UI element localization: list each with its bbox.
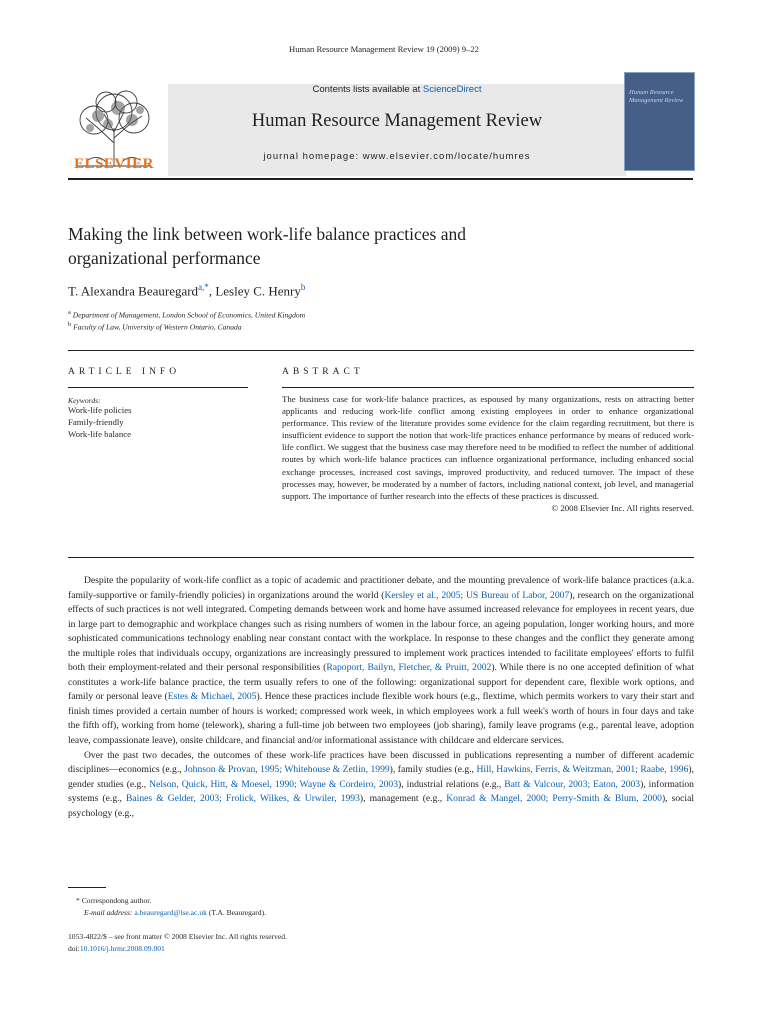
keyword: Work-life balance [68, 429, 132, 439]
cover-title: Human Resource Management Review [629, 89, 684, 104]
contents-prefix: Contents lists available at [312, 84, 423, 95]
body-text: ), information systems (e.g., [68, 778, 694, 805]
citation-link[interactable]: Johnson & Provan, 1995; Whitehouse & Zetlin, 1999 [184, 764, 390, 776]
keyword: Work-life policies [68, 405, 132, 415]
keywords-label: Keywords: [68, 396, 101, 405]
email-label: E-mail address: [84, 908, 133, 917]
affiliation-mark: b [68, 321, 72, 328]
body-text: ), research on the organizational effects of such practices is not well integrated. Competing demands between work and home have assumed increased relevance for employees in recent years, due in large part to demographic and workplace changes such as rising numbers of women in the labour force, an ageing population, longer working hours, and more sophisticated communications technology enabling near constant contact with the workplace. In response to these changes and the conflict they generate among the multiple roles that individuals occupy, organizations are increasingly pressured to implement work practices intended to facilitate employees' efforts to fulfil both their employment-related and their personal responsibilities ( [68, 589, 694, 674]
title-line-1: Making the link between work-life balance practices and [68, 224, 466, 244]
journal-title: Human Resource Management Review [251, 111, 543, 131]
front-matter: 1053-4822/$ – see front matter © 2008 Elsevier Inc. All rights reserved. [68, 932, 287, 941]
body-text: ). Hence these practices include flexible work hours (e.g., flextime, which permits workers to vary their start and finish times provided a certain number of hours is worked; compressed work week, in which employees work a full week's worth of hours in four days and take the fifth off), working from home (telework), sharing a full-time job between two employees (job sharing), family leave programs (e.g., parental leave, adoption leave, compassionate leave), onsite childcare, and financial and/or informational assistance with childcare and eldercare services. [68, 691, 695, 747]
doi-label: doi: [68, 944, 80, 953]
body-paragraph [68, 574, 694, 749]
affiliation [68, 321, 242, 332]
affiliation [68, 309, 305, 320]
author-name: Lesley C. Henry [215, 283, 301, 299]
section-divider [68, 350, 694, 351]
affiliation-text: Faculty of Law, University of Western Ontario, Canada [73, 322, 242, 332]
footnote-mark: * [76, 896, 80, 905]
journal-masthead [68, 70, 693, 180]
citation-link[interactable]: Baines & Gelder, 2003; Frolick, Wilkes, & Urwiler, 1993 [126, 793, 360, 805]
body-text: ), family studies (e.g., [389, 764, 477, 776]
body-text: Over the past two decades, the outcomes of these work-life practices have been discussed in publications representing a number of different academic disciplines—economics (e.g., [68, 749, 694, 776]
article-title [68, 222, 668, 270]
citation-link[interactable]: Rapoport, Bailyn, Fletcher, & Pruitt, 2002 [326, 662, 492, 674]
sciencedirect-link[interactable]: ScienceDirect [422, 84, 482, 95]
doi-line [68, 944, 165, 953]
email-link[interactable]: a.beauregard@lse.ac.uk [134, 908, 207, 917]
citation-link[interactable]: Kersley et al., 2005; US Bureau of Labor, 2007 [384, 589, 570, 601]
body-text: ), social psychology (e.g., [68, 793, 694, 819]
contents-line [168, 84, 626, 95]
author-affiliation-mark[interactable]: a,* [198, 282, 209, 292]
abstract-rule [282, 387, 694, 388]
body-text: ), gender studies (e.g., [68, 764, 694, 790]
author-affiliation-mark[interactable]: b [300, 282, 306, 292]
citation-link[interactable]: Konrad & Mangel, 2000; Perry-Smith & Blum, 2000 [446, 793, 662, 805]
title-line-2: organizational performance [68, 248, 261, 268]
body-text: ). While there is no one accepted definition of what constitutes a work-life balance practice, the term usually refers to one of the following: organizational support for dependent care, flexible work options, and family or personal leave ( [68, 662, 694, 703]
article-info-rule [68, 387, 248, 388]
correspondence-footnote [76, 896, 151, 905]
journal-citation: Human Resource Management Review 19 (2009) 9–22 [289, 44, 479, 54]
abstract-text [282, 393, 694, 514]
email-footnote [84, 908, 266, 917]
body-text: ), management (e.g., [359, 793, 447, 805]
author-name: T. Alexandra Beauregard [68, 283, 199, 299]
body-text: Despite the popularity of work-life conflict as a topic of academic and practitioner debate, and the mounting prevalence of work-life balance practices (a.k.a. family-supportive or family-friendly policies) in organizations around the world ( [68, 575, 694, 601]
article-info-heading: ARTICLE INFO [68, 367, 181, 377]
journal-cover-thumbnail [624, 72, 695, 171]
citation-link[interactable]: Nelson, Quick, Hitt, & Moesel, 1990; Wayne & Cordeiro, 2003 [149, 778, 399, 790]
keyword: Family-friendly [68, 417, 124, 427]
article-body [68, 574, 694, 821]
footnote-rule [68, 887, 106, 888]
author-list [68, 282, 305, 299]
citation-link[interactable]: Estes & Michael, 2005 [167, 691, 257, 703]
affiliation-text: Department of Management, London School of Economics, United Kingdom [72, 310, 306, 320]
abstract-copyright: © 2008 Elsevier Inc. All rights reserved. [551, 502, 694, 513]
author-separator: , [208, 283, 216, 299]
citation-link[interactable]: Hill, Hawkins, Ferris, & Weitzman, 2001; Raabe, 1996 [476, 764, 689, 776]
body-text: ), industrial relations (e.g., [398, 778, 505, 790]
abstract-body: The business case for work-life balance practices, as espoused by many organizations, rests on attracting better applicants and reducing work-life conflict among existing employees in order to enhance organizational performance. This review of the literature provides some evidence for the claim regarding recruitment, but there is insufficient evidence to support the notion that work-life practices enhance performance by means of reduced work-life conflict. We suggest that the business case may therefore need to be modified to reflect the number of additional routes by which work-life balance practices can influence organizational performance, including enhanced social exchange processes, increased cost savings, improved productivity, and reduced turnover. The impact of these processes may, however, be moderated by a number of factors, including national context, job level, and managerial support. The importance of further research into the effects of these practices is discussed. [282, 394, 694, 501]
abstract-heading: ABSTRACT [282, 367, 364, 377]
journal-homepage[interactable]: journal homepage: www.elsevier.com/locate/humres [263, 151, 531, 162]
footnote-text: Correspondong author. [81, 896, 152, 905]
affiliation-mark: a [68, 309, 71, 316]
citation-link[interactable]: Batt & Valcour, 2003; Eaton, 2003 [504, 778, 641, 790]
elsevier-wordmark: ELSEVIER [74, 156, 154, 172]
email-suffix: (T.A. Beauregard). [208, 908, 267, 917]
masthead-band [168, 84, 626, 176]
abstract-bottom-rule [68, 557, 694, 558]
body-paragraph [68, 749, 694, 822]
doi-link[interactable]: 10.1016/j.hrmr.2008.09.001 [79, 944, 165, 953]
